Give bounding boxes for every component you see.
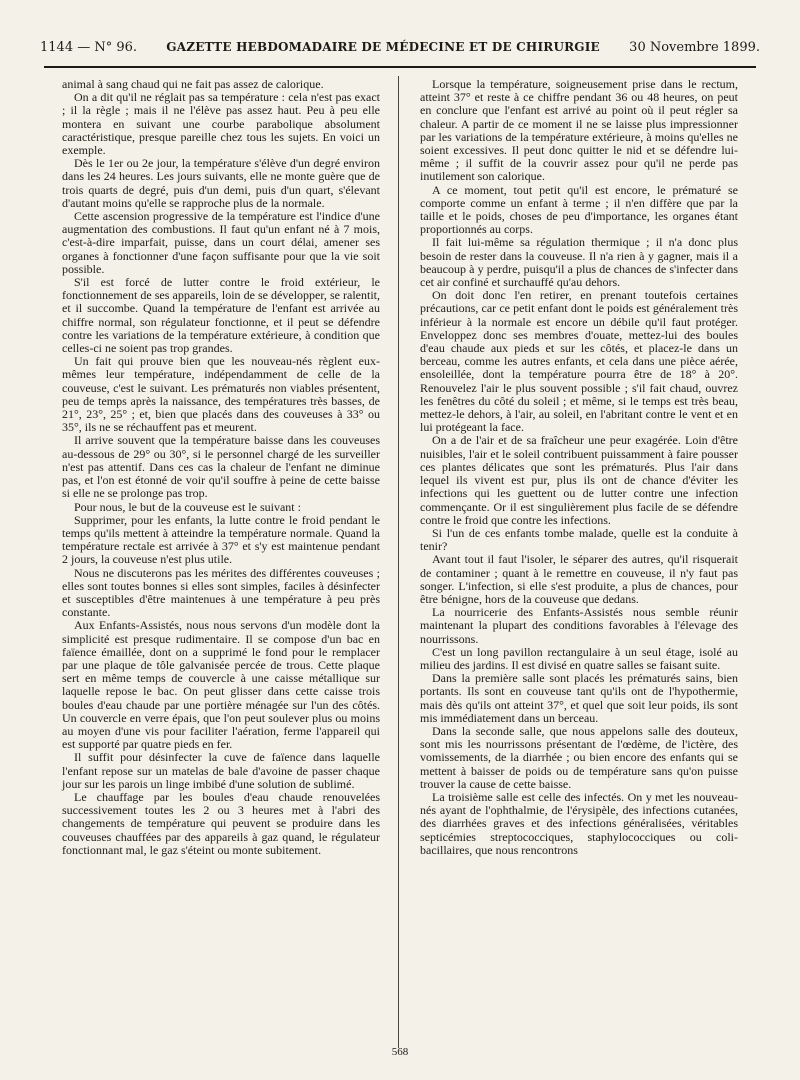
paragraph: Pour nous, le but de la couveuse est le suivant : [74, 499, 301, 514]
column-divider [398, 76, 399, 1048]
paragraph: Dès le 1er ou 2e jour, la température s'élève d'un degré environ dans les 24 heures. Les jours suivants, elle ne monte guère que de trois quarts de degré, puis d'un demi, puis d'un quart, s'élevant d'autant moins qu'elle se rapproche plus de la normale. [62, 156, 380, 210]
paragraph: A ce moment, tout petit qu'il est encore, le prématuré se comporte comme un enfant à terme ; il n'en diffère que par la taille et le poids, choses de peu d'importance, les organes étant proportionnés au corps. [420, 182, 738, 237]
paragraph: Un fait qui prouve bien que les nouveau-nés règlent eux-mêmes leur température, indépendamment de celle de la couveuse, c'est le suivant. Les prématurés non viables présentent, peu de temps après la naissance, des températures très basses, de 21°, 23°, 25° ; et, bien que placés dans des couveuses à 33° ou 35°, ils ne se réchauffent pas et meurent. [62, 354, 380, 435]
paragraph: Dans la première salle sont placés les prématurés sains, bien portants. Ils sont en couveuse tant qu'ils ont de l'hypothermie, mais dès qu'ils ont atteint 37°, et quel que soit leur poids, ils sont mis immédiatement dans un berceau. [420, 671, 738, 725]
paragraph: On doit donc l'en retirer, en prenant toutefois certaines précautions, car ce petit enfant dont le poids est généralement très inférieur à la normale est encore un débile qu'il faut protéger. Enveloppez donc ses membres d'ouate, mettez-lui des boules d'eau chaude aux pieds et sur les côtés, et placez-le dans un berceau, comme les autres enfants, et cela dans une pièce aérée, ensoleillée, dont la température pourra être de 18° à 20°. Renouvelez l'air le plus souvent possible ; s'il fait chaud, ouvrez les fenêtres du côté du soleil ; et même, si le temps est très beau, mettez-le dehors, à l'air, au soleil, en l'abritant contre le vent et en lui protégeant la face. [420, 288, 738, 435]
paragraph: La troisième salle est celle des infectés. On y met les nouveau-nés ayant de l'ophthalmie, de l'érysipèle, des infections cutanées, des diarrhées graves et des infections généralisées, véritables septicémies streptococciques, staphylococciques ou coli-bacillaires, que nous rencontrons [420, 789, 738, 857]
right-column [420, 78, 738, 857]
journal-title: GAZETTE HEBDOMADAIRE DE MÉDECINE ET DE CHIRURGIE [166, 40, 600, 54]
paragraph: Nous ne discuterons pas les mérites des différentes couveuses ; elles sont toutes bonnes si elles sont simples, faciles à désinfecter et susceptibles d'être maintenues à une température à peu près constante. [62, 565, 380, 620]
page-header [40, 30, 760, 64]
paragraph: Cette ascension progressive de la température est l'indice d'une augmentation des combustions. Il faut qu'un enfant né à 7 mois, c'est-à-dire imparfait, puisse, dans un court délai, amener ses organes à fonctionner d'une façon suffisante pour que la vie soit possible. [62, 209, 380, 276]
paragraph: La nourricerie des Enfants-Assistés nous semble réunir maintenant la plupart des conditions favorables à l'élevage des nourrissons. [420, 605, 738, 646]
paragraph: Dans la seconde salle, que nous appelons salle des douteux, sont mis les nourrissons présentant de l'œdème, de l'ictère, des vomissements, de la diarrhée ; ou bien encore des enfants qui se mettent à baisser de poids ou de température sans qu'on puisse trouver la cause de cette baisse. [420, 723, 738, 791]
paragraph: Aux Enfants-Assistés, nous nous servons d'un modèle dont la simplicité est presque rudimentaire. Il se compose d'un bac en faïence émaillée, dont on a supprimé le fond pour le remplacer par une plaque de tôle galvanisée percée de trous. Cette plaque sert en même temps de couvercle à une caisse métallique sur laquelle repose le bac. On peut glisser dans cette caisse trois boules d'eau chaude par une portière ménagée sur l'un des côtés. Un couvercle en verre épais, que l'on peut soulever plus ou moins au moyen d'une vis pour faciliter l'aération, ferme l'appareil qui est supporté par quatre pieds en fer. [62, 618, 380, 752]
paragraph: Si l'un de ces enfants tombe malade, quelle est la conduite à tenir? [420, 525, 738, 554]
left-column [62, 78, 380, 857]
paragraph: Le chauffage par les boules d'eau chaude renouvelées successivement toutes les 2 ou 3 heures met à l'abri des changements de température qui peuvent se produire dans les couveuses chauffées par des appareils à gaz quand, le régulateur fonctionnant mal, le gaz s'éteint ou monte subitement. [62, 789, 380, 857]
paragraph: On a de l'air et de sa fraîcheur une peur exagérée. Loin d'être nuisibles, l'air et le soleil contribuent puissamment à faire pousser ces plantes délicates que sont les prématurés. Plus l'air dans lequel ils vivent est pur, plus ils ont de chance d'éviter les infections qui les guettent ou de lutter contre une infection commençante. Or il est singulièrement plus facile de se défendre contre le froid que contre les infections. [420, 433, 738, 527]
issue-number: 1144 — N° 96. [40, 39, 138, 55]
issue-date: 30 Novembre 1899. [629, 39, 760, 55]
paragraph: Avant tout il faut l'isoler, le séparer des autres, qu'il risquerait de contaminer ; quant à le remettre en couveuse, il n'y faut pas songer. L'infection, si elle s'est produite, a plus de chances, pour être bénigne, hors de la couveuse que dedans. [420, 552, 738, 606]
paragraph: C'est un long pavillon rectangulaire à un seul étage, isolé au milieu des jardins. Il est divisé en quatre salles se faisant suite. [420, 644, 738, 672]
paragraph: S'il est forcé de lutter contre le froid extérieur, le fonctionnement de ses appareils, loin de se développer, se ralentit, et il succombe. Quand la température de l'enfant est arrivée au chiffre normal, son régulateur fonctionne, et il peut se défendre contre les variations de la température extérieure, à condition que celles-ci ne soient pas trop grandes. [62, 275, 380, 356]
paragraph: Il suffit pour désinfecter la cuve de faïence dans laquelle l'enfant repose sur un matelas de bale d'avoine de passer chaque jour sur les parois un linge imbibé d'une solution de sublimé. [62, 750, 380, 791]
paragraph: animal à sang chaud qui ne fait pas assez de calorique. [62, 77, 324, 91]
paragraph: Il fait lui-même sa régulation thermique ; il n'a donc plus besoin de rester dans la couveuse. Il n'a rien à y gagner, mais il a beaucoup à y perdre, puisqu'il a plus de chances de s'infecter dans cet air confiné et surchauffé qu'au dehors. [420, 235, 738, 290]
paragraph: Il arrive souvent que la température baisse dans les couveuses au-dessous de 29° ou 30°, si le personnel chargé de les surveiller n'est pas attentif. Dans ces cas la chaleur de l'enfant ne diminue pas, et l'on est étonné de voir qu'il souffre à peine de cette baisse si elle ne se prolonge pas trop. [62, 433, 380, 501]
header-rule [44, 66, 756, 68]
paragraph: Supprimer, pour les enfants, la lutte contre le froid pendant le temps qu'ils mettent à atteindre la température normale. Quand la température rectale est arrivée à 37° et s'y est maintenue pendant 2 jours, la couveuse n'est plus utile. [62, 512, 380, 567]
paragraph: Lorsque la température, soigneusement prise dans le rectum, atteint 37° et reste à ce chiffre pendant 36 ou 48 heures, on peut en conclure que l'enfant est arrivé au point où il peut régler sa chaleur. A partir de ce moment il ne se laisse plus impressionner par les variations de la température extérieure, à moins qu'elles ne soient excessives. Il peut donc quitter le nid et se défendre lui-même ; il suffit de la couvrir assez pour qu'il ne perde pas inutilement son calorique. [420, 77, 738, 184]
paragraph: On a dit qu'il ne réglait pas sa température : cela n'est pas exact ; il la règle ; mais il ne l'élève pas assez haut. Peu à peu elle montera en suivant une courbe parabolique absolument caractéristique, presque pareille chez tous les sujets. En voici un exemple. [62, 90, 380, 158]
page-number: 568 [391, 1046, 409, 1058]
